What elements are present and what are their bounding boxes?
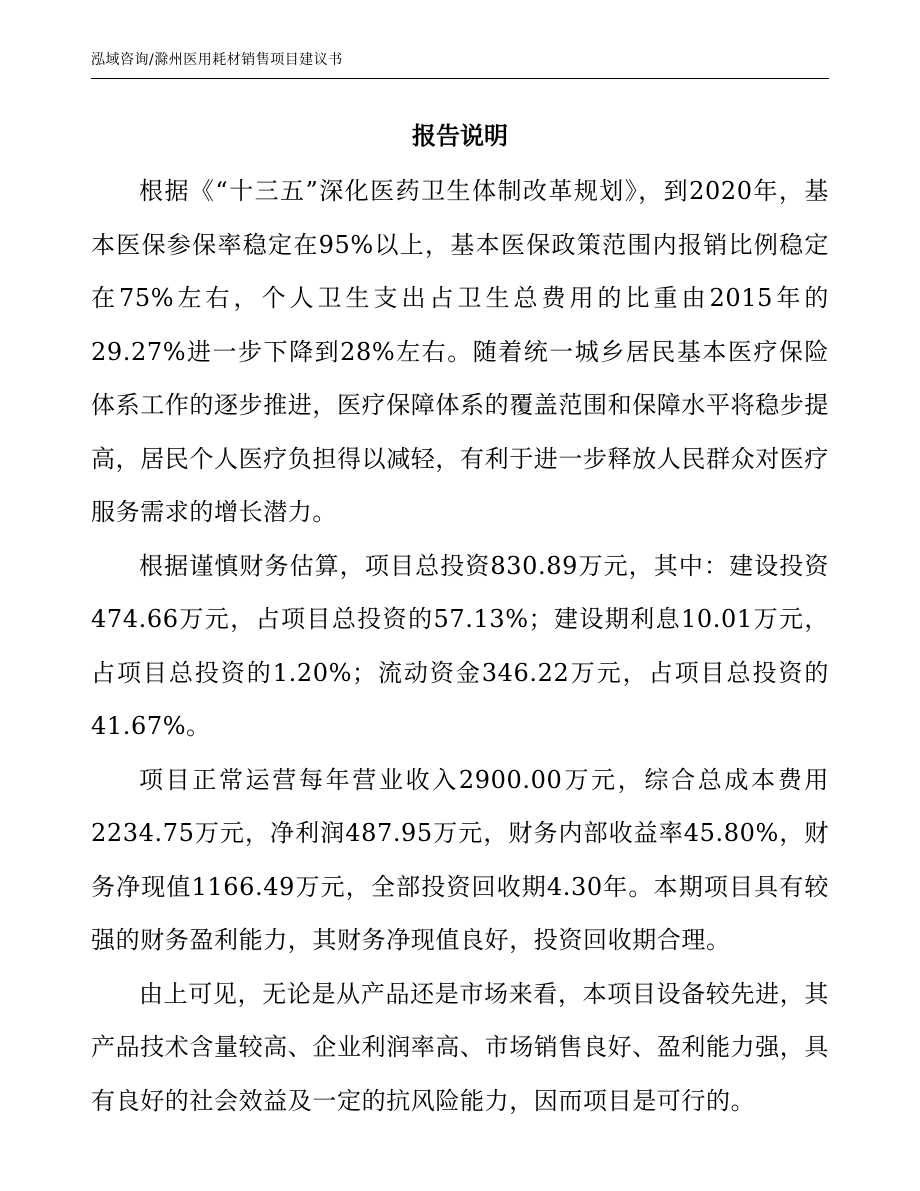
document-body xyxy=(91,165,829,1128)
paragraph-2: 根据谨慎财务估算，项目总投资830.89万元，其中：建设投资474.66万元，占项目总投资的57.13%；建设期利息10.01万元，占项目总投资的1.20%；流动资金346.22万元，占项目总投资的41.67%。 xyxy=(91,551,829,740)
header-divider xyxy=(91,78,829,79)
page-title: 报告说明 xyxy=(412,122,508,150)
paragraph-4: 由上可见，无论是从产品还是市场来看，本项目设备较先进，其产品技术含量较高、企业利润率高、市场销售良好、盈利能力强，具有良好的社会效益及一定的抗风险能力，因而项目是可行的。 xyxy=(91,979,829,1115)
paragraph-1: 根据《“十三五”深化医药卫生体制改革规划》，到2020年，基本医保参保率稳定在95%以上，基本医保政策范围内报销比例稳定在75%左右，个人卫生支出占卫生总费用的比重由2015年的29.27%进一步下降到28%左右。随着统一城乡居民基本医疗保险体系工作的逐步推进，医疗保障体系的覆盖范围和保障水平将稳步提高，居民个人医疗负担得以减轻，有利于进一步释放人民群众对医疗服务需求的增长潜力。 xyxy=(91,177,829,526)
paragraph-3: 项目正常运营每年营业收入2900.00万元，综合总成本费用2234.75万元，净利润487.95万元，财务内部收益率45.80%，财务净现值1166.49万元，全部投资回收期4.30年。本期项目具有较强的财务盈利能力，其财务净现值良好，投资回收期合理。 xyxy=(91,765,829,954)
page-header: 泓域咨询/滁州医用耗材销售项目建议书 xyxy=(91,52,343,68)
